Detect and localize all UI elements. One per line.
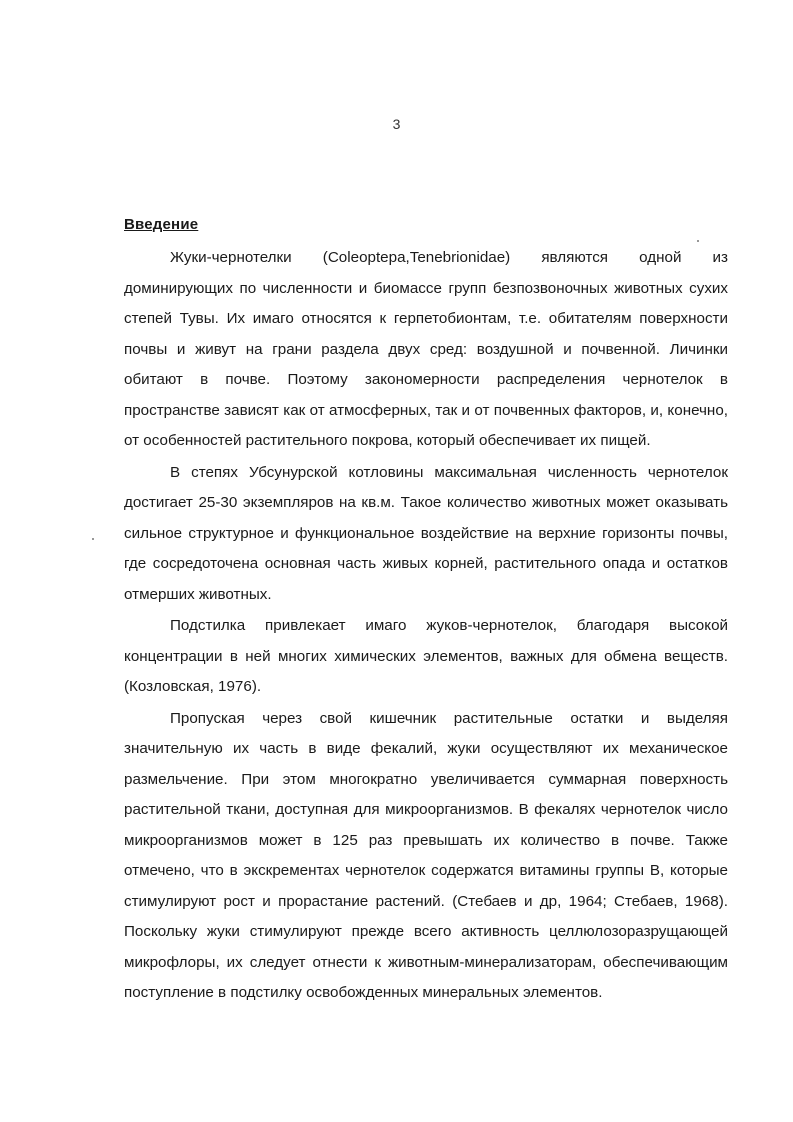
body-text <box>124 215 728 1009</box>
paragraph-2: В степях Убсунурской котловины максимальная численность чернотелок достигает 25-30 экземпляров на кв.м. Такое количество животных может оказывать сильное структурное и функциональное воздействие на верхние горизонты почвы, где сосредоточена основная часть живых корней, растительного опада и остатков отмерших животных. <box>124 463 728 603</box>
section-heading: Введение <box>124 216 199 233</box>
paragraph-4: Пропуская через свой кишечник растительные остатки и выделяя значительную их часть в виде фекалий, жуки осуществляют их механическое размельчение. При этом многократно увеличивается суммарная поверхность растительной ткани, доступная для микроорганизмов. В фекалях чернотелок число микроорганизмов может в 125 раз превышать их количество в почве. Также отмечено, что в экскрементах чернотелок содержатся витамины группы В, которые стимулируют рост и прорастание растений. (Стебаев и др, 1964; Стебаев, 1968). Поскольку жуки стимулируют прежде всего активность целлюлозоразрущающей микрофлоры, их следует отнести к животным-минерализаторам, обеспечивающим поступление в подстилку освобожденных минеральных элементов. <box>124 709 728 1001</box>
paragraph-1: Жуки-чернотелки (Coleoptepa,Tenebrionidae) являются одной из доминирующих по численности и биомассе групп безпозвоночных животных сухих степей Тувы. Их имаго относятся к герпетобионтам, т.е. обитателям поверхности почвы и живут на грани раздела двух сред: воздушной и почвенной. Личинки обитают в почве. Поэтому закономерности распределения чернотелок в пространстве зависят как от атмосферных, так и от почвенных факторов, и, конечно, от особенностей растительного покрова, который обеспечивает их пищей. <box>124 249 728 449</box>
paragraph-3: Подстилка привлекает имаго жуков-чернотелок, благодаря высокой концентрации в ней многих химических элементов, важных для обмена веществ. (Козловская, 1976). <box>124 617 728 695</box>
page-number: 3 <box>392 116 401 132</box>
scan-speck <box>92 538 94 540</box>
